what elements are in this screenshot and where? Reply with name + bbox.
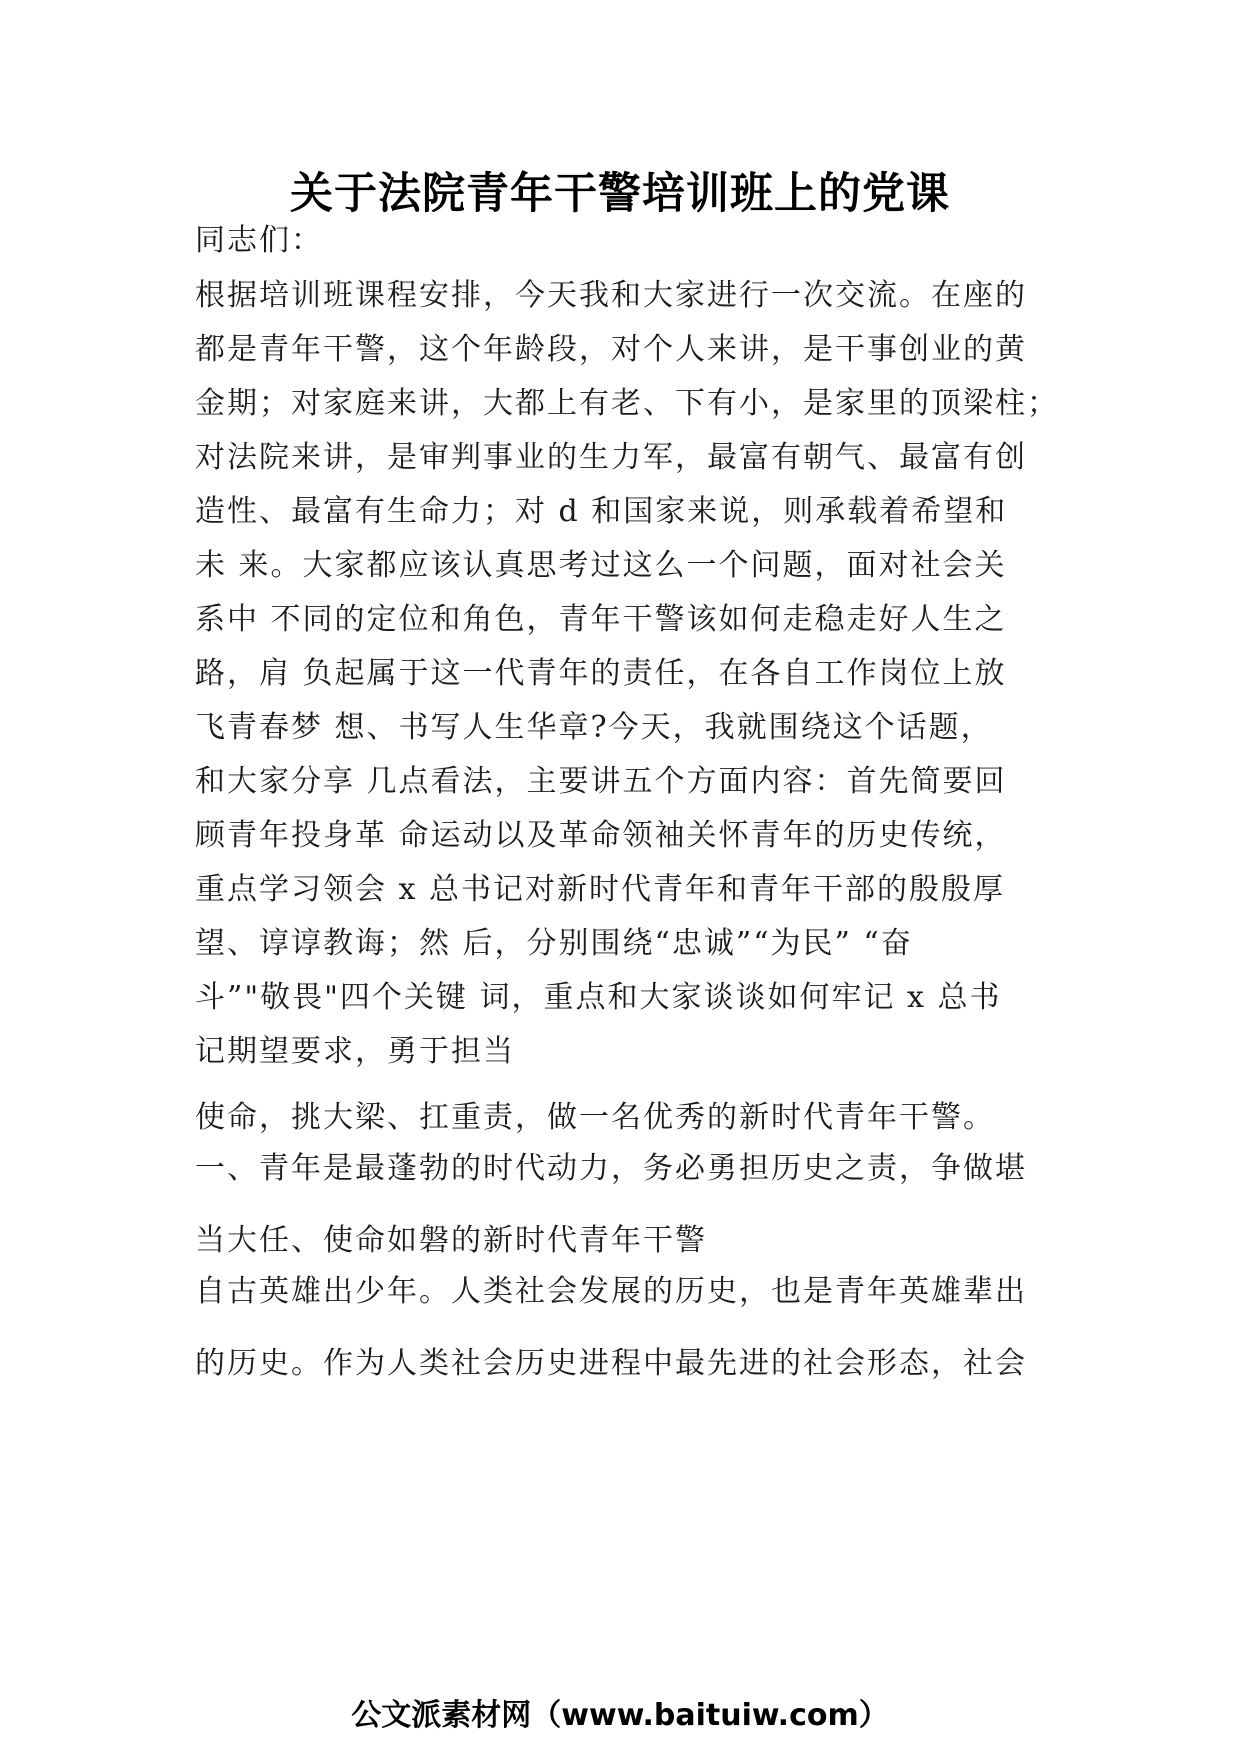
footer-source: 公文派素材网（www.baituiw.com） <box>351 1698 889 1733</box>
section-heading: 一、青年是最蓬勃的时代动力，务必勇担历史之责，争做堪 <box>195 1151 1027 1186</box>
body-line: 重点学习领会 x 总书记对新时代青年和青年干部的殷殷厚 <box>195 872 1005 907</box>
body-line: 的历史。作为人类社会历史进程中最先进的社会形态，社会 <box>195 1346 1027 1381</box>
body-line: 望、谆谆教诲；然 后，分别围绕“忠诚”“为民” “奋 <box>195 926 913 961</box>
body-line: 未 来。大家都应该认真思考过这么一个问题，面对社会关 <box>195 548 1007 583</box>
body-line: 系中 不同的定位和角色，青年干警该如何走稳走好人生之 <box>195 602 1007 637</box>
salutation: 同志们： <box>195 223 323 258</box>
body-line: 金期；对家庭来讲，大都上有老、下有小，是家里的顶梁柱； <box>195 386 1059 421</box>
document-title: 关于法院青年干警培训班上的党课 <box>290 169 950 219</box>
body-line: 记期望要求，勇于担当 <box>195 1034 515 1069</box>
body-line: 造性、最富有生命力；对 d 和国家来说，则承载着希望和 <box>195 494 1008 529</box>
body-line: 路，肩 负起属于这一代青年的责任，在各自工作岗位上放 <box>195 656 1007 691</box>
body-line: 使命，挑大梁、扛重责，做一名优秀的新时代青年干警。 <box>195 1100 995 1135</box>
body-line: 斗”"敬畏"四个关键 词，重点和大家谈谈如何牢记 x 总书 <box>195 980 1002 1015</box>
body-line: 根据培训班课程安排，今天我和大家进行一次交流。在座的 <box>195 278 1027 313</box>
body-line: 飞青春梦 想、书写人生华章?今天，我就围绕这个话题， <box>195 710 993 745</box>
section-heading-continued: 当大任、使命如磐的新时代青年干警 <box>195 1223 707 1258</box>
body-line: 和大家分享 几点看法，主要讲五个方面内容：首先简要回 <box>195 764 1007 799</box>
body-line: 对法院来讲，是审判事业的生力军，最富有朝气、最富有创 <box>195 440 1027 475</box>
body-line: 都是青年干警，这个年龄段，对个人来讲，是干事创业的黄 <box>195 332 1027 367</box>
body-line: 自古英雄出少年。人类社会发展的历史，也是青年英雄辈出 <box>195 1274 1027 1309</box>
body-line: 顾青年投身革 命运动以及革命领袖关怀青年的历史传统， <box>195 818 1007 853</box>
